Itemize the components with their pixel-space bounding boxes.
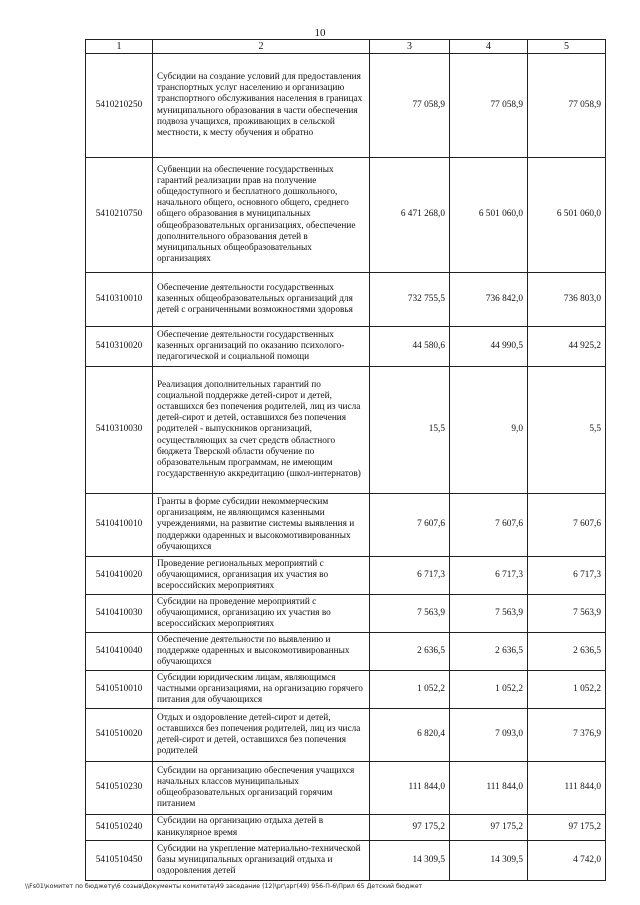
row-description: Обеспечение деятельности государственных казенных организаций по оказанию психолого-педагогической и социальной помощи [153, 327, 370, 367]
row-description: Субсидии на организацию отдыха детей в каникулярное время [153, 815, 370, 841]
row-description: Проведение региональных мероприятий с обучающимися, организация их участия во всероссийских мероприятиях [153, 557, 370, 595]
row-value-col4: 6 501 060,0 [450, 158, 528, 273]
row-description: Субсидии на организацию обеспечения учащихся начальных классов муниципальных общеобразовательных организаций горячим питанием [153, 762, 370, 815]
table-row [86, 762, 606, 815]
row-value-col4: 7 563,9 [450, 595, 528, 633]
row-value-col3: 6 820,4 [370, 709, 450, 762]
row-value-col5: 5,5 [528, 367, 606, 494]
row-value-col4: 736 842,0 [450, 273, 528, 327]
row-value-col3: 7 607,6 [370, 494, 450, 557]
row-value-col3: 6 471 268,0 [370, 158, 450, 273]
table-row [86, 595, 606, 633]
row-value-col3: 732 755,5 [370, 273, 450, 327]
row-code: 5410510450 [86, 841, 153, 881]
row-code: 5410410020 [86, 557, 153, 595]
row-code: 5410310020 [86, 327, 153, 367]
row-description: Реализация дополнительных гарантий по социальной поддержке детей-сирот и детей, оставшихся без попечения родителей, лиц из числа детей-сирот и детей, оставшихся без попечения родителей - выпускников организаций, осуществляющих за счет средств областного бюджета Тверской области обучение по образовательным программам, не имеющим государственную аккредитацию (школ-интернатов) [153, 367, 370, 494]
table-row [86, 327, 606, 367]
row-description: Обеспечение деятельности по выявлению и поддержке одаренных и высокомотивированных обучающихся [153, 633, 370, 671]
row-value-col5: 4 742,0 [528, 841, 606, 881]
row-value-col5: 7 563,9 [528, 595, 606, 633]
table-row [86, 273, 606, 327]
row-value-col5: 77 058,9 [528, 54, 606, 158]
column-header: 3 [370, 40, 450, 54]
row-code: 5410310030 [86, 367, 153, 494]
table-row [86, 158, 606, 273]
row-value-col5: 44 925,2 [528, 327, 606, 367]
row-value-col3: 111 844,0 [370, 762, 450, 815]
row-description: Субсидии юридическим лицам, являющимся частными организациями, на организацию горячего питания для обучающихся [153, 671, 370, 709]
row-value-col5: 736 803,0 [528, 273, 606, 327]
row-value-col3: 77 058,9 [370, 54, 450, 158]
row-value-col5: 7 607,6 [528, 494, 606, 557]
row-description: Субсидии на создание условий для предоставления транспортных услуг населению и организацию транспортного обслуживания населения в границах муниципального образования в части обеспечения подвоза учащихся, проживающих в сельской местности, к месту обучения и обратно [153, 54, 370, 158]
row-value-col4: 7 607,6 [450, 494, 528, 557]
table-row [86, 367, 606, 494]
row-description: Субсидии на проведение мероприятий с обучающимися, организацию их участия во всероссийских мероприятиях [153, 595, 370, 633]
row-code: 5410410030 [86, 595, 153, 633]
row-value-col5: 111 844,0 [528, 762, 606, 815]
row-value-col3: 6 717,3 [370, 557, 450, 595]
row-code: 5410510230 [86, 762, 153, 815]
column-header: 5 [528, 40, 606, 54]
row-code: 5410510020 [86, 709, 153, 762]
page-number: 10 [314, 27, 326, 39]
row-code: 5410210250 [86, 54, 153, 158]
row-description: Гранты в форме субсидии некоммерческим организациям, не являющимся казенными учреждениями, на развитие системы выявления и поддержки одаренных и высокомотивированных обучающихся [153, 494, 370, 557]
row-value-col5: 6 501 060,0 [528, 158, 606, 273]
table-row [86, 494, 606, 557]
row-value-col3: 97 175,2 [370, 815, 450, 841]
table-row [86, 709, 606, 762]
table-row [86, 671, 606, 709]
table-row [86, 54, 606, 158]
row-value-col4: 14 309,5 [450, 841, 528, 881]
row-value-col4: 9,0 [450, 367, 528, 494]
row-value-col3: 1 052,2 [370, 671, 450, 709]
row-value-col4: 1 052,2 [450, 671, 528, 709]
row-value-col3: 15,5 [370, 367, 450, 494]
row-code: 5410510240 [86, 815, 153, 841]
table-row [86, 841, 606, 881]
file-path-footer: \\Fs01\комитет по бюджету\6 созыв\Документы комитета\49 заседание (12)\рг\зрг(49) 956-П-6\Прил 65 Детский бюджет [25, 883, 423, 890]
row-code: 5410210750 [86, 158, 153, 273]
budget-table [85, 39, 606, 881]
row-value-col5: 7 376,9 [528, 709, 606, 762]
row-code: 5410410040 [86, 633, 153, 671]
row-value-col3: 44 580,6 [370, 327, 450, 367]
row-value-col4: 7 093,0 [450, 709, 528, 762]
table-row [86, 815, 606, 841]
row-value-col5: 1 052,2 [528, 671, 606, 709]
row-value-col4: 111 844,0 [450, 762, 528, 815]
row-description: Отдых и оздоровление детей-сирот и детей, оставшихся без попечения родителей, лиц из числа детей-сирот и детей, оставшихся без попечения родителей [153, 709, 370, 762]
column-header: 2 [153, 40, 370, 54]
row-value-col4: 77 058,9 [450, 54, 528, 158]
row-value-col5: 6 717,3 [528, 557, 606, 595]
row-code: 5410510010 [86, 671, 153, 709]
row-value-col3: 7 563,9 [370, 595, 450, 633]
row-value-col4: 6 717,3 [450, 557, 528, 595]
table-header-row [86, 40, 606, 54]
row-value-col3: 14 309,5 [370, 841, 450, 881]
row-description: Субсидии на укрепление материально-технической базы муниципальных организаций отдыха и оздоровления детей [153, 841, 370, 881]
column-header: 4 [450, 40, 528, 54]
row-description: Обеспечение деятельности государственных казенных общеобразовательных организаций для детей с ограниченными возможностями здоровья [153, 273, 370, 327]
row-value-col4: 44 990,5 [450, 327, 528, 367]
row-description: Субвенции на обеспечение государственных гарантий реализации прав на получение общедоступного и бесплатного дошкольного, начального общего, основного общего, среднего общего образования в муниципальных общеобразовательных организациях, обеспечение дополнительного образования детей в муниципальных общеобразовательных организациях [153, 158, 370, 273]
row-code: 5410410010 [86, 494, 153, 557]
row-value-col3: 2 636,5 [370, 633, 450, 671]
row-value-col4: 2 636,5 [450, 633, 528, 671]
row-value-col5: 2 636,5 [528, 633, 606, 671]
row-code: 5410310010 [86, 273, 153, 327]
table-row [86, 633, 606, 671]
row-value-col5: 97 175,2 [528, 815, 606, 841]
row-value-col4: 97 175,2 [450, 815, 528, 841]
table-row [86, 557, 606, 595]
column-header: 1 [86, 40, 153, 54]
